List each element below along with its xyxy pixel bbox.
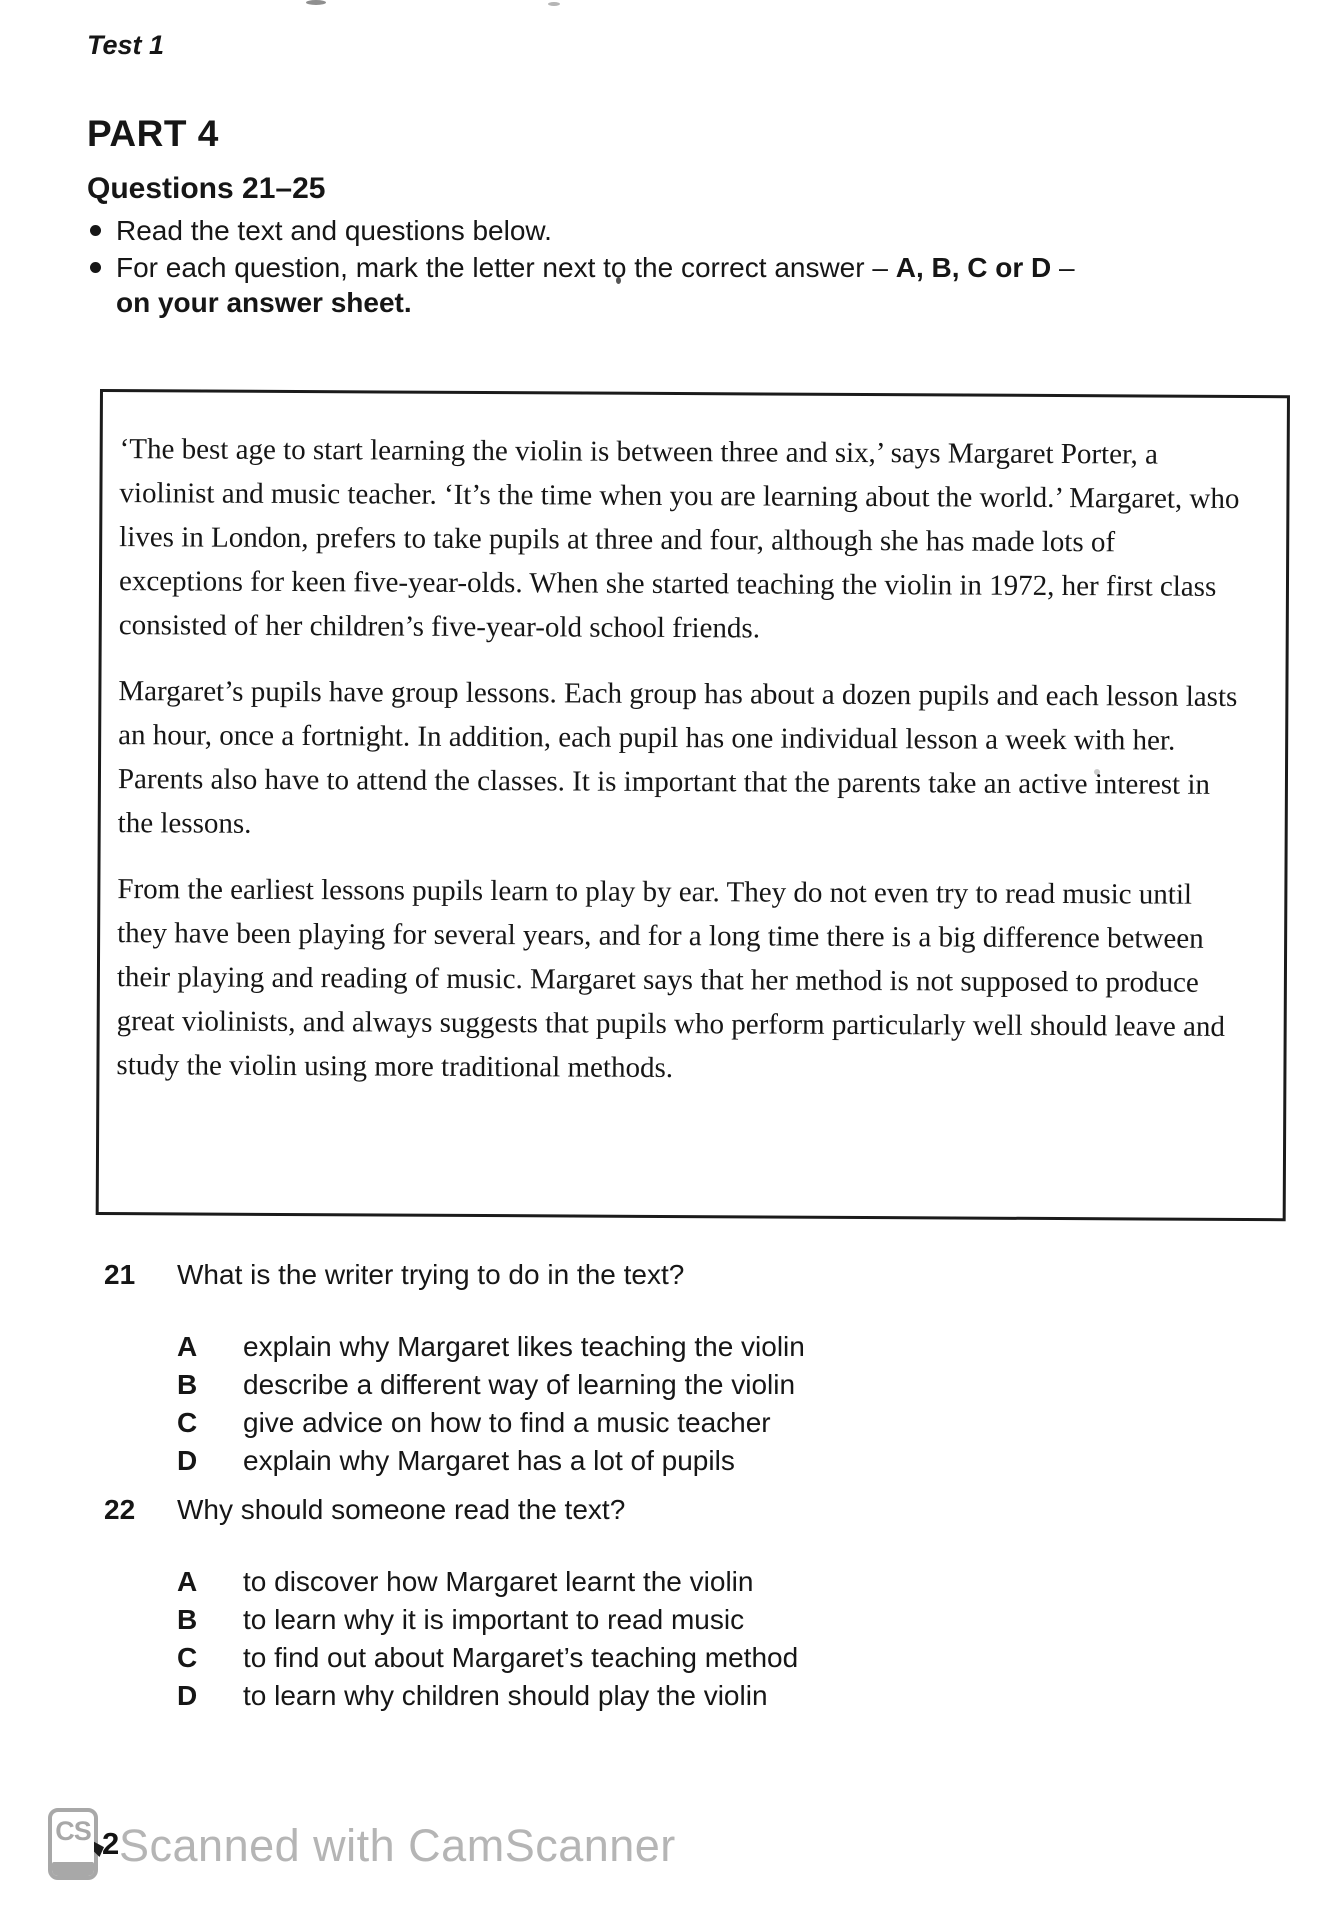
options-list [177, 1563, 1344, 1715]
option-text: explain why Margaret likes teaching the violin [243, 1331, 805, 1362]
passage-paragraph: ‘The best age to start learning the violin is between three and six,’ says Margaret Porter, a violinist and music teacher. ‘It’s the time when you are learning about the world.’ Margaret, who lives in London, prefers to take pupils at three and four, although she has made lots of exceptions for keen five-year-olds. When she started teaching the violin in 1972, her first class consisted of her children’s five-year-old school friends. [118, 433, 1240, 645]
question-text: Why should someone read the text? [177, 1494, 626, 1525]
book-test-label: Test 1 [87, 30, 165, 60]
option-letter: C [177, 1407, 198, 1438]
bullet-icon [90, 262, 101, 273]
option-letter: D [177, 1445, 198, 1476]
part-title: PART 4 [87, 113, 219, 154]
instructions-list [88, 213, 1075, 320]
option-text: give advice on how to find a music teacher [243, 1407, 771, 1438]
option-row [177, 1639, 1344, 1677]
questions-range-heading: Questions 21–25 [87, 172, 326, 205]
camscanner-logo-icon [48, 1808, 98, 1880]
option-letter: D [177, 1680, 198, 1711]
instruction-item [88, 250, 1075, 320]
option-text: to discover how Margaret learnt the violin [243, 1566, 754, 1597]
instruction-text: Read the text and questions below. [116, 215, 552, 246]
instruction-text-part: For each question, mark the letter next to the correct answer – [116, 252, 896, 283]
option-text: to find out about Margaret’s teaching method [243, 1642, 799, 1673]
instruction-item [88, 213, 1075, 248]
instruction-text-part: – [1051, 252, 1075, 283]
option-letter: A [177, 1566, 198, 1597]
option-letter: C [177, 1642, 198, 1673]
option-text: to learn why it is important to read music [243, 1604, 745, 1635]
option-row [177, 1328, 1344, 1366]
camscanner-watermark-text: Scanned with CamScanner [119, 1820, 676, 1871]
scan-artifact-speck [548, 2, 560, 6]
option-letter: A [177, 1331, 198, 1362]
camscanner-logo-text: CS [55, 1816, 91, 1846]
instruction-text-line2: on your answer sheet. [116, 287, 412, 318]
option-letter: B [177, 1604, 198, 1635]
question-text: What is the writer trying to do in the text? [177, 1259, 685, 1290]
question-block [0, 1493, 1344, 1715]
bullet-icon [90, 225, 101, 236]
option-row [177, 1601, 1344, 1639]
page-number: 2 [102, 1826, 120, 1861]
option-row [177, 1366, 1344, 1404]
scan-artifact-speck [306, 0, 326, 5]
passage-paragraph: Margaret’s pupils have group lessons. Each group has about a dozen pupils and each lesson lasts an hour, once a fortnight. In addition, each pupil has one individual lesson a week with her. Parents also have to attend the classes. It is important that the parents take an active interest in the lessons. [117, 675, 1238, 840]
option-row [177, 1563, 1344, 1601]
options-list [177, 1328, 1344, 1480]
passage-paragraph: From the earliest lessons pupils learn to play by ear. They do not even try to read music until they have been playing for several years, and for a long time there is a big difference between their playing and reading of music. Margaret says that her method is not supposed to produce great violinists, and always suggests that pupils who perform particularly well should leave and study the violin using more traditional methods. [116, 873, 1225, 1085]
camscanner-logo-bar [52, 1862, 94, 1876]
questions-section [0, 1258, 1344, 1728]
option-letter: B [177, 1369, 198, 1400]
answer-letters-emphasis: A, B, C or D [895, 252, 1052, 283]
reading-passage-box [96, 389, 1290, 1221]
option-row [177, 1442, 1344, 1480]
option-text: to learn why children should play the violin [243, 1680, 768, 1711]
question-number: 21 [104, 1259, 136, 1290]
option-text: describe a different way of learning the violin [243, 1369, 796, 1400]
instruction-text [116, 252, 1075, 320]
option-row [177, 1677, 1344, 1715]
question-number: 22 [104, 1494, 136, 1525]
option-text: explain why Margaret has a lot of pupils [243, 1445, 735, 1476]
question-block [0, 1258, 1344, 1480]
option-row [177, 1404, 1344, 1442]
